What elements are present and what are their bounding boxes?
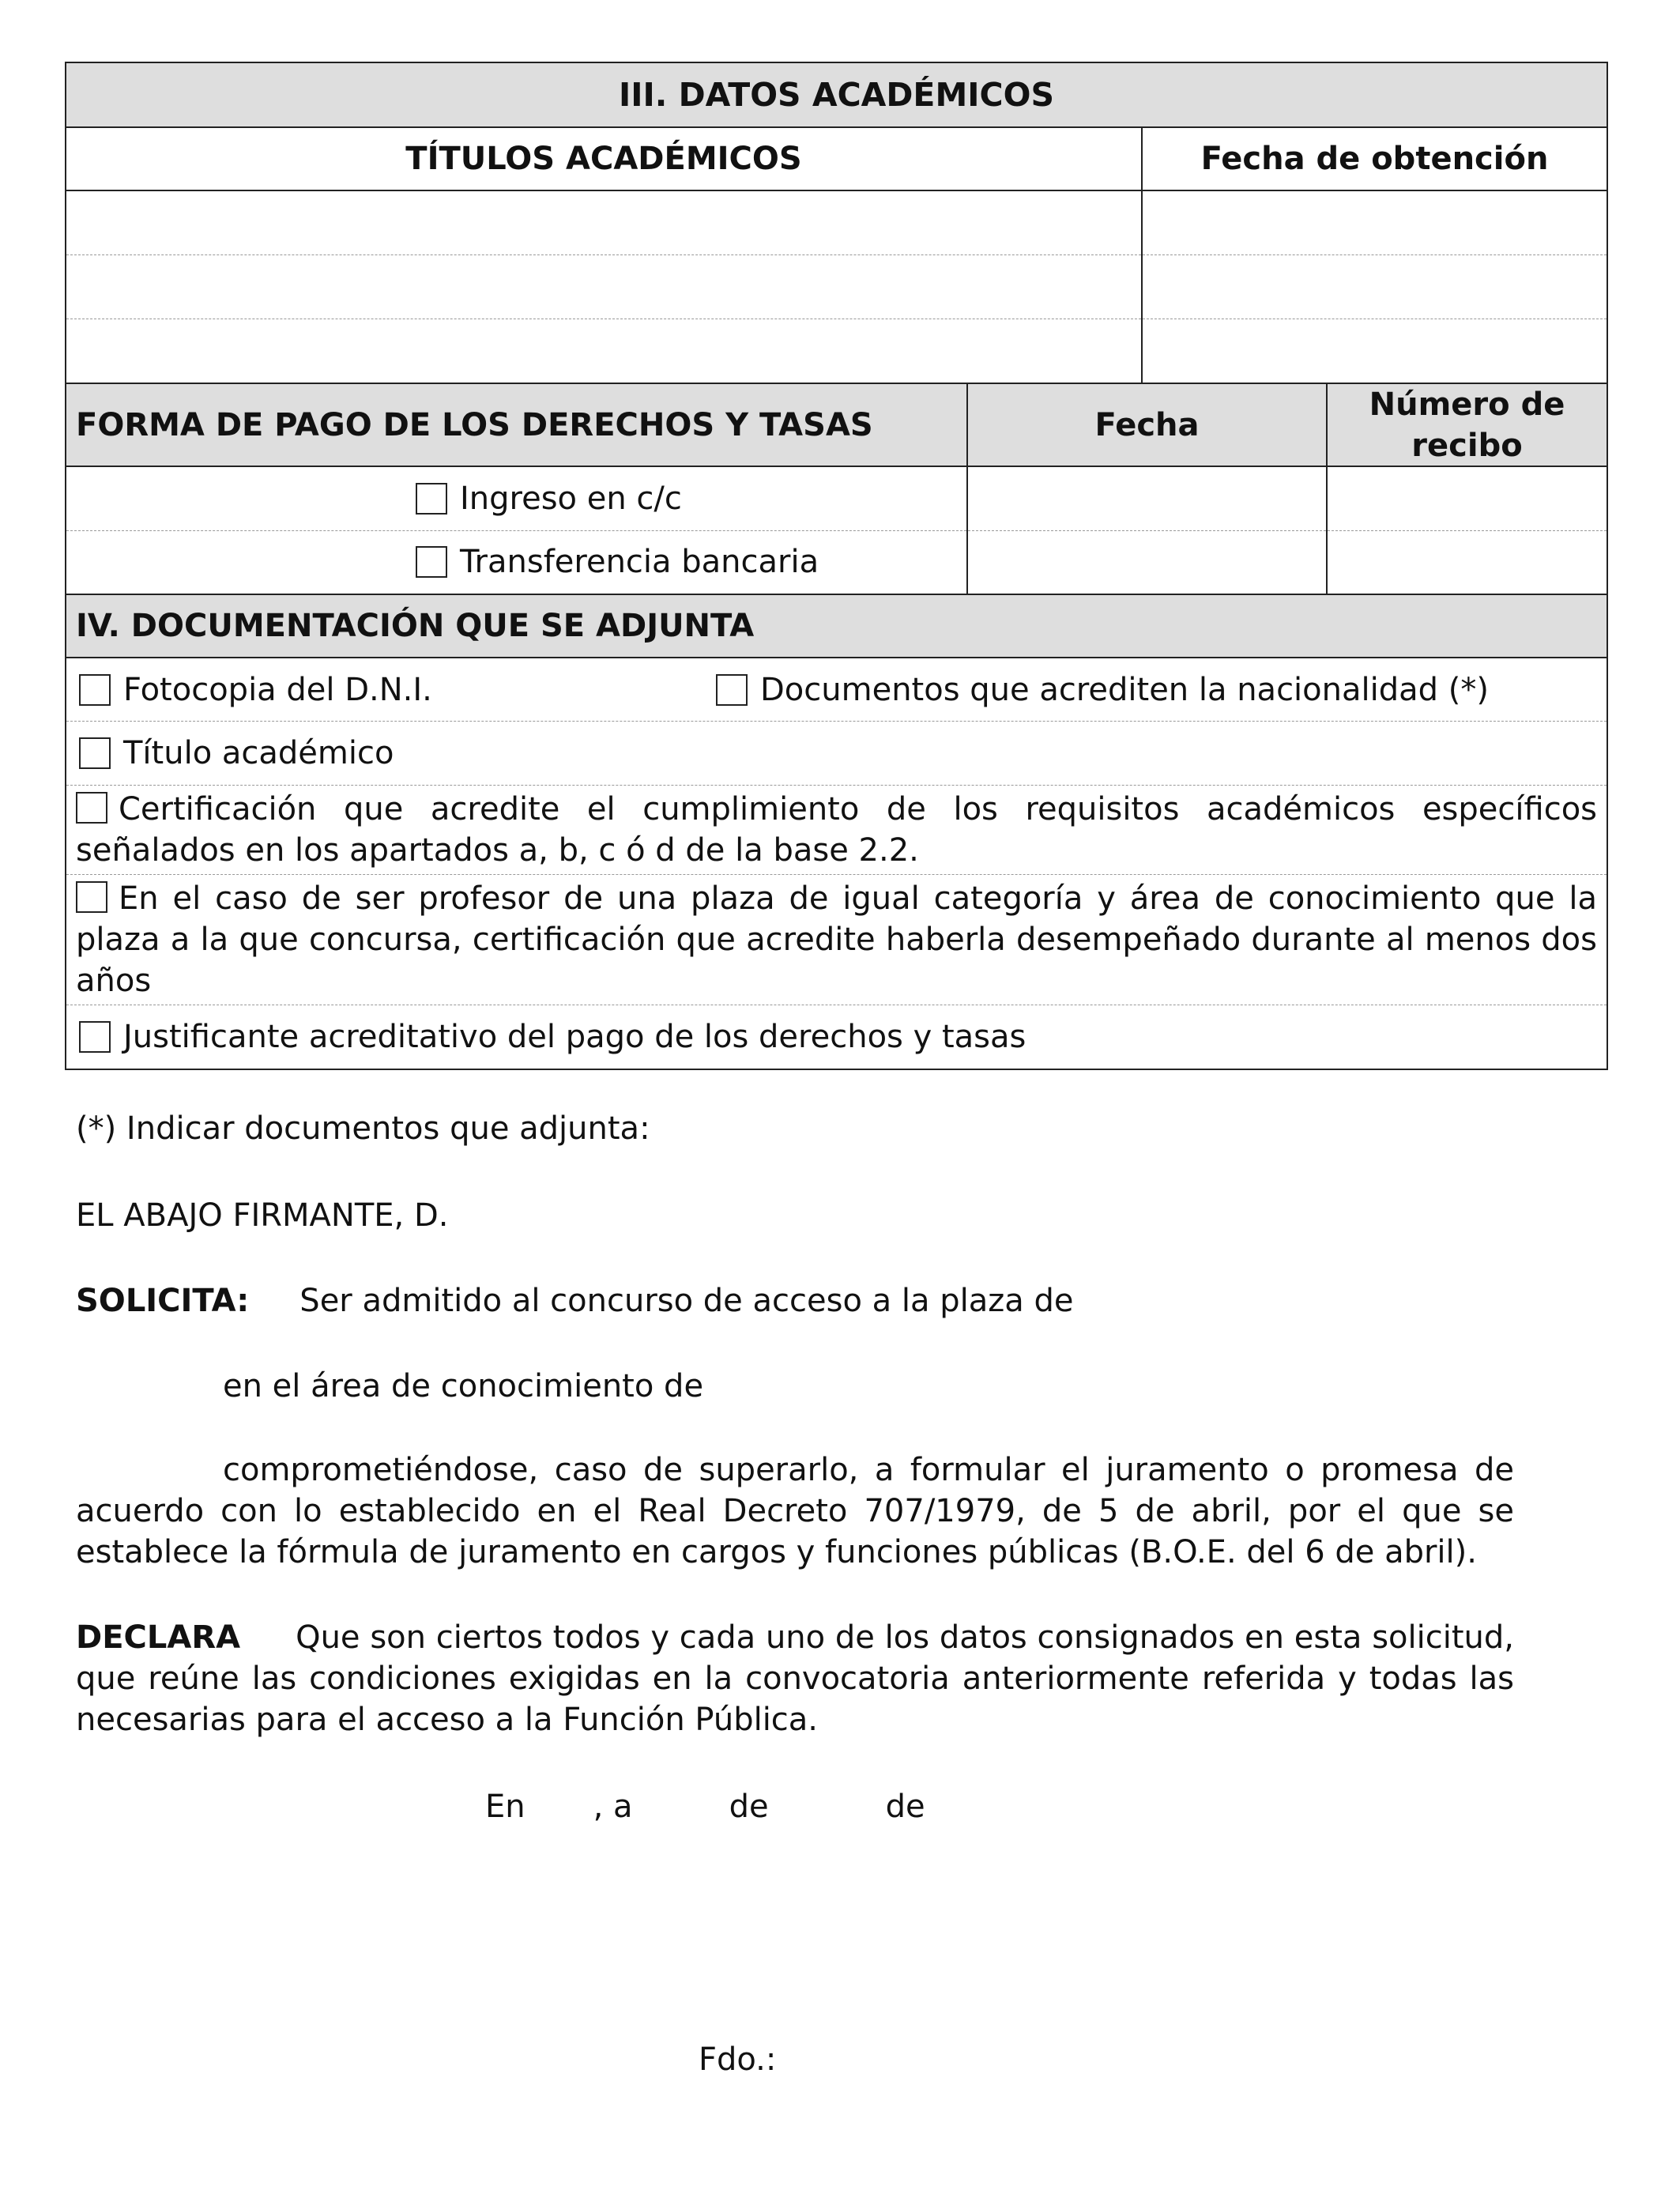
doc-row-title xyxy=(66,721,1607,785)
dni-checkbox[interactable] xyxy=(79,674,111,706)
obtained-date-entries-column xyxy=(1141,191,1607,383)
declara-text: Que son ciertos todos y cada uno de los datos consignados en esta solicitud, que reúne las condiciones exigidas en la convocatoria anteriormente referida y todas las necesarias para el acceso a la Función Pública. xyxy=(76,1619,1514,1738)
area-line: en el área de conocimiento de xyxy=(223,1368,704,1404)
signature-label: Fdo.: xyxy=(699,2041,777,2078)
payment-option-transferencia xyxy=(66,530,966,594)
declara-label: DECLARA xyxy=(76,1619,241,1656)
footnote: (*) Indicar documentos que adjunta: xyxy=(76,1110,650,1147)
academic-titles-entries xyxy=(66,190,1607,383)
obtained-date-field-3[interactable] xyxy=(1143,319,1607,383)
receipt-number-field-2[interactable] xyxy=(1328,530,1607,594)
doc-dni-item xyxy=(79,672,716,708)
obtained-date-field-2[interactable] xyxy=(1143,254,1607,319)
academic-title-label: Título académico xyxy=(123,735,394,771)
receipt-number-field-1[interactable] xyxy=(1328,467,1607,530)
academic-titles-header-row xyxy=(66,126,1607,190)
date-a-label: , a xyxy=(593,1789,633,1825)
payment-date-header: Fecha xyxy=(966,384,1326,466)
payment-header-row xyxy=(66,383,1607,466)
section-4-header-row xyxy=(66,594,1607,657)
date-de-label-1: de xyxy=(729,1789,769,1825)
nationality-checkbox[interactable] xyxy=(716,674,748,706)
obtained-date-column-header: Fecha de obtención xyxy=(1141,128,1607,190)
dni-label: Fotocopia del D.N.I. xyxy=(123,671,432,708)
solicita-label: SOLICITA: xyxy=(76,1283,250,1319)
payment-date-fields xyxy=(966,467,1326,594)
payment-options-rows xyxy=(66,466,1607,594)
academic-title-checkbox[interactable] xyxy=(79,737,111,769)
section-4-title: IV. DOCUMENTACIÓN QUE SE ADJUNTA xyxy=(76,608,755,644)
declara-paragraph xyxy=(76,1617,1514,1740)
professor-checkbox[interactable] xyxy=(76,881,107,913)
doc-row-certification xyxy=(66,785,1607,874)
section-3-header-row xyxy=(66,63,1607,126)
academic-title-field-1[interactable] xyxy=(66,191,1141,254)
academic-title-field-2[interactable] xyxy=(66,254,1141,319)
ingreso-checkbox[interactable] xyxy=(416,483,447,515)
place-en-label: En xyxy=(485,1789,525,1825)
payment-method-options xyxy=(66,467,966,594)
professor-label: En el caso de ser profesor de una plaza de igual categoría y área de conocimiento que la plaza a la que concursa, certificación que acredite haberla desempeñado durante al menos dos años xyxy=(76,880,1597,999)
solicita-line xyxy=(76,1280,1514,1321)
certification-label: Certificación que acredite el cumplimiento de los requisitos académicos específicos señalados en los apartados a, b, c ó d de la base 2.2. xyxy=(76,791,1597,869)
payment-proof-checkbox[interactable] xyxy=(79,1021,111,1053)
date-de-label-2: de xyxy=(885,1789,925,1825)
doc-row-professor xyxy=(66,874,1607,1005)
payment-method-header: FORMA DE PAGO DE LOS DERECHOS Y TASAS xyxy=(76,406,873,443)
solicita-text: Ser admitido al concurso de acceso a la plaza de xyxy=(299,1283,1074,1319)
doc-row-payment-proof xyxy=(66,1005,1607,1069)
section-3-title: III. DATOS ACADÉMICOS xyxy=(619,76,1054,114)
receipt-number-fields xyxy=(1326,467,1607,594)
obtained-date-field-1[interactable] xyxy=(1143,191,1607,254)
academic-title-field-3[interactable] xyxy=(66,319,1141,383)
receipt-number-header: Número de recibo xyxy=(1326,384,1607,466)
payment-date-field-2[interactable] xyxy=(968,530,1326,594)
application-form-table xyxy=(65,62,1608,1070)
signer-label: EL ABAJO FIRMANTE, D. xyxy=(76,1197,449,1234)
academic-title-entries-column xyxy=(66,191,1141,383)
commitment-text: comprometiéndose, caso de superarlo, a formular el juramento o promesa de acuerdo con lo establecido en el Real Decreto 707/1979, de 5 de abril, por el que se establece la fórmula de juramento en cargos y funciones públicas (B.O.E. del 6 de abril). xyxy=(76,1452,1514,1570)
academic-titles-column-header: TÍTULOS ACADÉMICOS xyxy=(405,141,802,177)
payment-option-ingreso xyxy=(66,467,966,530)
place-date-line xyxy=(485,1786,1117,1827)
ingreso-label: Ingreso en c/c xyxy=(460,480,682,517)
transferencia-checkbox[interactable] xyxy=(416,546,447,578)
certification-checkbox[interactable] xyxy=(76,792,107,824)
doc-nationality-item xyxy=(716,672,1489,708)
nationality-label: Documentos que acrediten la nacionalidad (*) xyxy=(760,671,1489,708)
payment-proof-label: Justificante acreditativo del pago de los derechos y tasas xyxy=(123,1019,1026,1055)
transferencia-label: Transferencia bancaria xyxy=(460,544,819,581)
doc-row-dni-nationality xyxy=(66,657,1607,721)
payment-date-field-1[interactable] xyxy=(968,467,1326,530)
commitment-paragraph xyxy=(76,1449,1514,1573)
